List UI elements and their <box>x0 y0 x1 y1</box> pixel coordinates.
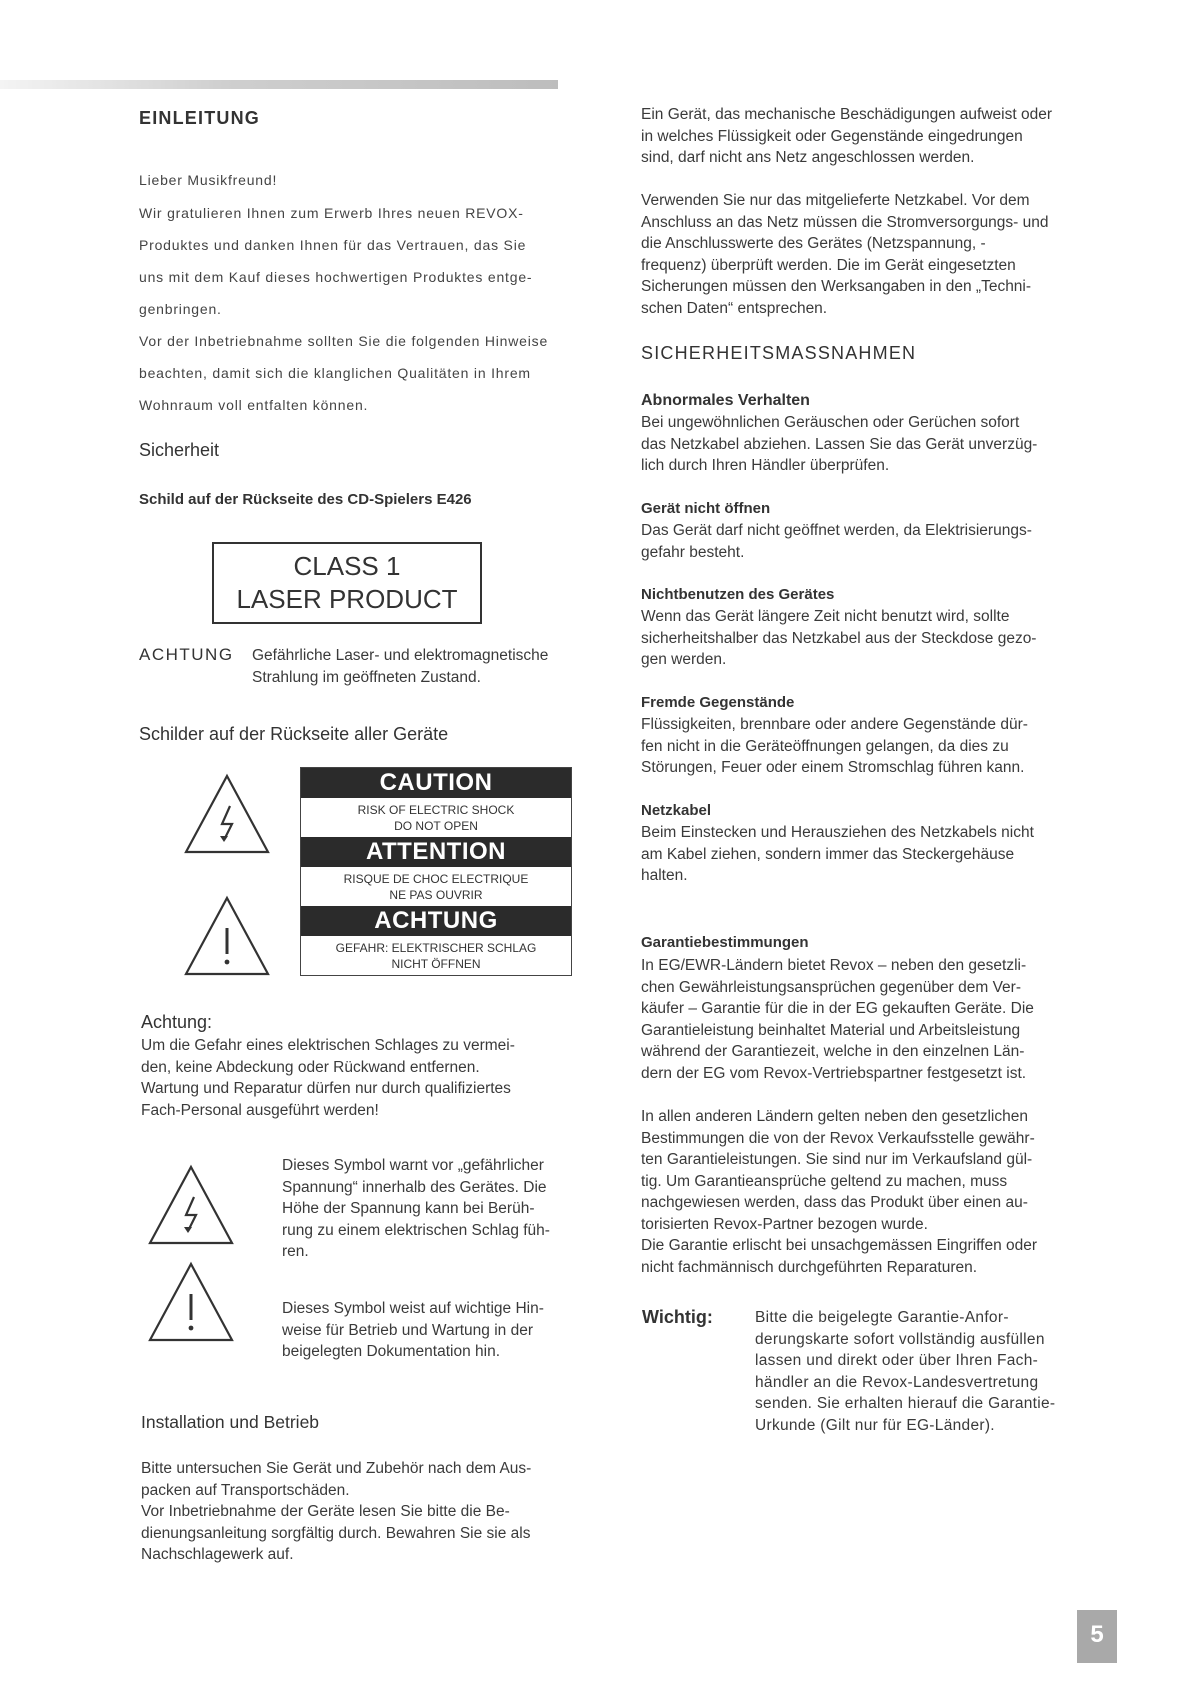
text-line: GEFAHR: ELEKTRISCHER SCHLAG <box>335 941 537 955</box>
unused-title: Nichtbenutzen des Gerätes <box>641 586 835 603</box>
text-line: ren. <box>282 1243 309 1260</box>
text-line: Wir gratulieren Ihnen zum Erwerb Ihres neuen REVOX- <box>139 205 524 221</box>
text-line: Nachschlagewerk auf. <box>141 1546 294 1563</box>
text-line: beachten, damit sich die klanglichen Qualitäten in Ihrem <box>139 365 531 381</box>
install-title: Installation und Betrieb <box>141 1412 320 1432</box>
text-line: Dieses Symbol warnt vor „gefährlicher <box>282 1157 544 1174</box>
text-line: Bei ungewöhnlichen Geräuschen oder Gerüchen sofort <box>641 414 1020 431</box>
lightning-symbol-icon <box>146 1163 236 1247</box>
text-line: sicherheitshalber das Netzkabel aus der Steckdose gezo- <box>641 629 1037 647</box>
warn-text <box>141 1035 581 1121</box>
text-line: NICHT ÖFFNEN <box>391 957 481 971</box>
text-line: Verwenden Sie nur das mitgelieferte Netzkabel. Vor dem <box>641 192 1030 209</box>
page-number: 5 <box>1077 1610 1117 1663</box>
right-p1 <box>641 104 1081 169</box>
cable-title: Netzkabel <box>641 802 712 819</box>
foreign-title: Fremde Gegenstände <box>641 694 795 711</box>
text-line: uns mit dem Kauf dieses hochwertigen Produktes entge- <box>139 269 533 285</box>
text-line: dern der EG vom Revox-Vertriebspartner festgesetzt ist. <box>641 1064 1027 1082</box>
text-line: weise für Betrieb und Wartung in der <box>282 1321 533 1339</box>
text-line: Bitte die beigelegte Garantie-Anfor- <box>755 1309 1009 1326</box>
text-line: Bitte untersuchen Sie Gerät und Zubehör nach dem Aus- <box>141 1460 532 1477</box>
text-line: das Netzkabel abziehen. Lassen Sie das Gerät unverzüg- <box>641 435 1038 453</box>
warn-title: Achtung: <box>141 1012 213 1032</box>
text-line: chen Gewährleistungsansprüchen gegenüber dem Ver- <box>641 978 1021 996</box>
caution-heading: CAUTION <box>301 768 571 798</box>
text-line: Beim Einstecken und Herausziehen des Netzkabels nicht <box>641 824 1034 841</box>
safety-title: SICHERHEITSMASSNAHMEN <box>641 343 917 363</box>
text-line: Wenn das Gerät längere Zeit nicht benutzt wird, sollte <box>641 608 1010 625</box>
exclamation-warning-icon <box>182 894 272 978</box>
text-line: In EG/EWR-Ländern bietet Revox – neben den gesetzli- <box>641 957 1027 974</box>
text-line: RISQUE DE CHOC ELECTRIQUE <box>343 872 529 886</box>
text-line: in welches Flüssigkeit oder Gegenstände eingedrungen <box>641 127 1023 145</box>
text-line: den, keine Abdeckung oder Rückwand entfernen. <box>141 1058 480 1076</box>
wichtig-label: Wichtig: <box>642 1307 713 1327</box>
install-text <box>141 1458 581 1566</box>
text-line: dienungsanleitung sorgfältig durch. Bewahren Sie sie als <box>141 1524 531 1542</box>
text-line: Höhe der Spannung kann bei Berüh- <box>282 1200 535 1217</box>
text-line: Die Garantie erlischt bei unsachgemässen Eingriffen oder <box>641 1237 1038 1254</box>
exclamation-symbol-icon <box>146 1260 236 1344</box>
text-line: während der Garantiezeit, welche in den einzelnen Län- <box>641 1043 1025 1060</box>
text-line: RISK OF ELECTRIC SHOCK <box>357 803 515 817</box>
text-line: Wartung und Reparatur dürfen nur durch qualifiziertes <box>141 1080 511 1097</box>
schild-title: Schild auf der Rückseite des CD-Spielers E426 <box>139 491 472 508</box>
abnormal-title: Abnormales Verhalten <box>641 392 810 409</box>
abnormal-text <box>641 412 1081 477</box>
right-p2 <box>641 190 1081 319</box>
text-line: nicht fachmännisch durchgeführten Reparaturen. <box>641 1258 978 1276</box>
achtung-text <box>252 645 582 688</box>
text-line: packen auf Transportschäden. <box>141 1481 350 1499</box>
text-line: halten. <box>641 867 688 884</box>
text-line: Flüssigkeiten, brennbare oder andere Gegenstände dür- <box>641 716 1028 733</box>
text-line: nachgewiesen werden, dass das Produkt über einen au- <box>641 1194 1028 1211</box>
text-line: Vor der Inbetriebnahme sollten Sie die folgenden Hinweise <box>139 333 549 349</box>
text-line: Das Gerät darf nicht geöffnet werden, da Elektrisierungs- <box>641 522 1032 539</box>
text-line: schen Daten“ entsprechen. <box>641 299 828 317</box>
header-rule <box>0 80 558 89</box>
text-line: Strahlung im geöffneten Zustand. <box>252 668 481 686</box>
text-line: händler an die Revox-Landesvertretung <box>755 1373 1039 1391</box>
wichtig-text <box>755 1307 1085 1436</box>
text-line: ten Garantieleistungen. Sie sind nur im Verkaufsland gül- <box>641 1151 1033 1168</box>
intro-text <box>139 197 571 421</box>
warranty2-text <box>641 1106 1081 1278</box>
symbol1-text <box>282 1155 582 1263</box>
symbol2-text <box>282 1298 582 1363</box>
open-text <box>641 520 1081 563</box>
foreign-text <box>641 714 1081 779</box>
caution-sign <box>300 767 572 976</box>
open-title: Gerät nicht öffnen <box>641 500 771 517</box>
text-line: Dieses Symbol weist auf wichtige Hin- <box>282 1300 544 1317</box>
text-line: NE PAS OUVRIR <box>389 888 483 902</box>
warranty-text <box>641 955 1081 1084</box>
attention-text <box>301 867 571 906</box>
achtung-sign-text <box>301 936 571 975</box>
text-line: Sicherungen müssen den Werksangaben in den „Techni- <box>641 278 1032 295</box>
text-line: sind, darf nicht ans Netz angeschlossen werden. <box>641 149 975 166</box>
greeting: Lieber Musikfreund! <box>139 172 278 188</box>
text-line: lich durch Ihren Händler überprüfen. <box>641 457 890 474</box>
text-line: käufer – Garantie für die in der EG gekauften Geräte. Die <box>641 1000 1034 1017</box>
text-line: In allen anderen Ländern gelten neben den gesetzlichen <box>641 1108 1028 1125</box>
text-line: Um die Gefahr eines elektrischen Schlages zu vermei- <box>141 1037 515 1054</box>
sicherheit-title: Sicherheit <box>139 440 220 460</box>
text-line: Spannung“ innerhalb des Gerätes. Die <box>282 1178 547 1196</box>
text-line: Wohnraum voll entfalten können. <box>139 397 369 413</box>
text-line: die Anschlusswerte des Gerätes (Netzspannung, - <box>641 235 986 252</box>
lightning-warning-icon <box>182 772 272 856</box>
text-line: derungskarte sofort vollständig ausfüllen <box>755 1330 1045 1348</box>
achtung-heading: ACHTUNG <box>301 906 571 936</box>
text-line: lassen und direkt oder über Ihren Fach- <box>755 1352 1039 1369</box>
text-line: Bestimmungen die von der Revox Verkaufsstelle gewähr- <box>641 1129 1035 1147</box>
laser-class: CLASS 1 <box>293 551 401 581</box>
attention-heading: ATTENTION <box>301 837 571 867</box>
text-line: Produktes und danken Ihnen für das Vertrauen, das Sie <box>139 237 527 253</box>
text-line: tig. Um Garantieansprüche geltend zu machen, muss <box>641 1172 1008 1190</box>
text-line: Garantieleistung beinhaltet Material und Arbeitsleistung <box>641 1021 1021 1039</box>
text-line: Vor Inbetriebnahme der Geräte lesen Sie bitte die Be- <box>141 1503 510 1520</box>
text-line: frequenz) überprüft werden. Die im Gerät eingesetzten <box>641 256 1016 274</box>
laser-product-label <box>212 542 482 624</box>
text-line: genbringen. <box>139 301 222 317</box>
text-line: Anschluss an das Netz müssen die Stromversorgungs- und <box>641 213 1049 231</box>
text-line: Urkunde (Gilt nur für EG-Länder). <box>755 1416 995 1434</box>
achtung-label: ACHTUNG <box>139 645 234 664</box>
text-line: beigelegten Dokumentation hin. <box>282 1343 501 1360</box>
schilder-title: Schilder auf der Rückseite aller Geräte <box>139 724 449 744</box>
text-line: gen werden. <box>641 651 727 668</box>
text-line: gefahr besteht. <box>641 543 745 561</box>
text-line: DO NOT OPEN <box>394 819 478 833</box>
unused-text <box>641 606 1081 671</box>
text-line: am Kabel ziehen, sondern immer das Steckergehäuse <box>641 845 1015 863</box>
text-line: torisierten Revox-Partner bezogen wurde. <box>641 1215 928 1233</box>
text-line: fen nicht in die Geräteöffnungen gelangen, da dies zu <box>641 737 1009 755</box>
text-line: senden. Sie erhalten hierauf die Garantie- <box>755 1395 1056 1412</box>
text-line: Gefährliche Laser- und elektromagnetische <box>252 647 549 664</box>
cable-text <box>641 822 1081 887</box>
warranty-title: Garantiebestimmungen <box>641 934 809 951</box>
einleitung-title: EINLEITUNG <box>139 108 261 128</box>
text-line: Ein Gerät, das mechanische Beschädigungen aufweist oder <box>641 106 1052 123</box>
caution-text <box>301 798 571 837</box>
text-line: Fach-Personal ausgeführt werden! <box>141 1101 379 1119</box>
text-line: rung zu einem elektrischen Schlag füh- <box>282 1221 550 1239</box>
laser-product: LASER PRODUCT <box>236 584 458 614</box>
text-line: Störungen, Feuer oder einem Stromschlag führen kann. <box>641 759 1025 776</box>
